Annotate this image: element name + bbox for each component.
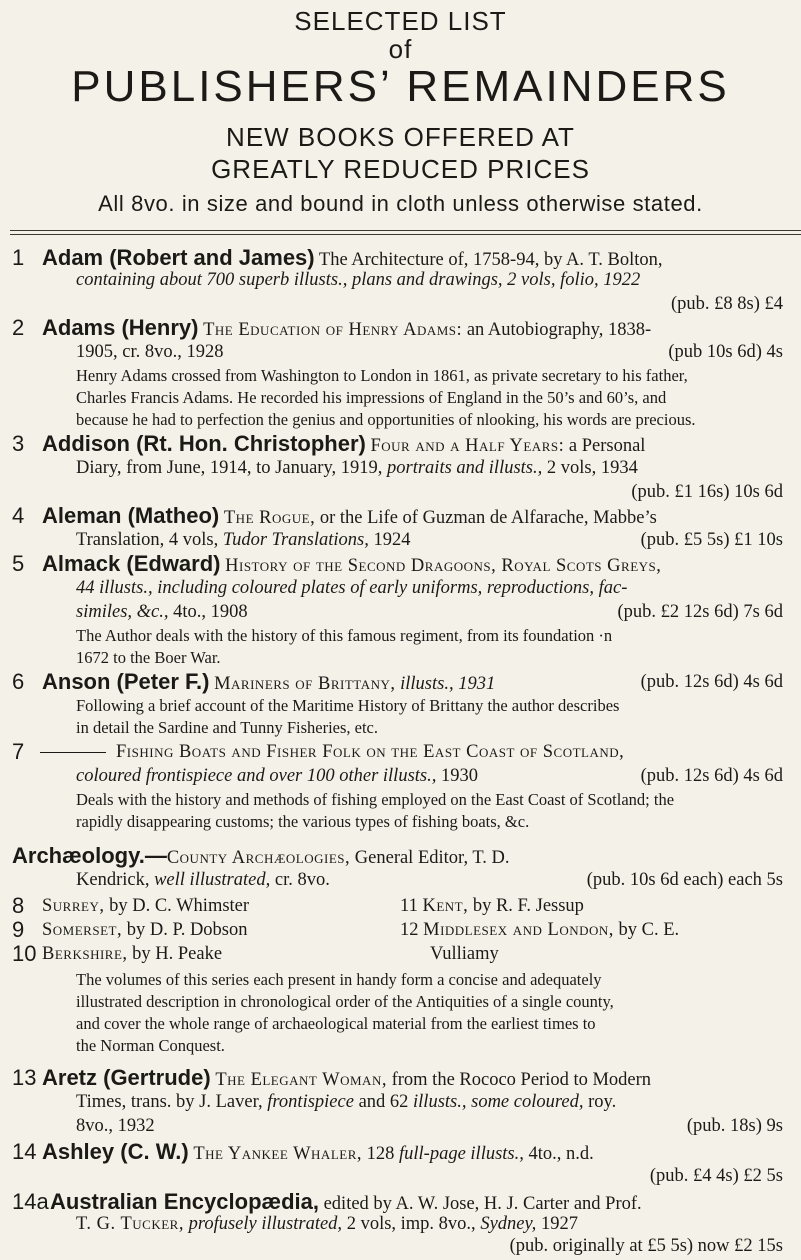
volume-name: Surrey, — [42, 896, 105, 916]
entry-number: 1 — [12, 245, 25, 270]
entry-number: 14 — [12, 1139, 37, 1164]
entry-title: The Rogue, — [223, 508, 316, 528]
archaeology-section — [0, 844, 801, 868]
entry-13 — [0, 1066, 801, 1090]
entry-details: edited by A. W. Jose, H. J. Carter and Prof. — [323, 1194, 642, 1214]
entry-details: Tudor Translations, — [222, 530, 369, 550]
entry-price: (pub. £1 16s) 10s 6d — [631, 482, 783, 502]
entry-description: Following a brief account of the Maritime History of Brittany the author describes — [76, 696, 620, 715]
entry-author: Anson (Peter F.) — [42, 669, 210, 694]
series-details: Kendrick, — [76, 870, 150, 890]
entry-author: Australian Encyclopædia, — [50, 1189, 319, 1214]
entry-details: 4to., 1908 — [173, 602, 248, 622]
entry-number: 8 — [12, 893, 25, 918]
entry-title: Mariners of Brittany, — [214, 674, 396, 694]
entry-author: Adam (Robert and James) — [42, 245, 315, 270]
series-details: well illustrated, — [154, 870, 271, 890]
entry-14 — [0, 1140, 801, 1164]
entry-number: 5 — [12, 551, 25, 576]
entry-number: 10 — [12, 941, 37, 966]
section-heading: Archæology.— — [12, 843, 167, 868]
entry-details: 44 illusts., including coloured plates of early uniforms, reproductions, fac- — [76, 578, 628, 598]
entry-2 — [0, 316, 801, 340]
entry-number: 6 — [12, 669, 25, 694]
entry-details: 1927 — [540, 1214, 578, 1234]
entry-details: Sydney, — [480, 1214, 537, 1234]
entry-number: 2 — [12, 315, 25, 340]
entry-details: portraits and illusts., — [387, 458, 543, 478]
volume-author: by D. C. Whimster — [109, 896, 250, 916]
entry-price: (pub. 12s 6d) 4s 6d — [640, 766, 783, 786]
entry-details: T. G. Tucker, — [76, 1214, 184, 1234]
entry-details: a Personal — [568, 436, 646, 456]
entry-details: 2 vols, imp. 8vo., — [346, 1214, 476, 1234]
volume-author: by D. P. Dobson — [126, 920, 248, 940]
entry-details: from the Rococo Period to Modern — [391, 1070, 652, 1090]
header-size-note: All 8vo. in size and bound in cloth unless otherwise stated. — [98, 191, 703, 216]
entry-author: Almack (Edward) — [42, 551, 221, 576]
entry-price: (pub. 12s 6d) 4s 6d — [640, 672, 783, 692]
entry-author: Aretz (Gertrude) — [42, 1065, 211, 1090]
entry-number: 13 — [12, 1065, 37, 1090]
entry-details: or the Life of Guzman de Alfarache, Mabbe’s — [319, 508, 657, 528]
series-price: (pub. 10s 6d each) each 5s — [586, 870, 783, 890]
series-description: the Norman Conquest. — [76, 1036, 225, 1055]
entry-details: 4to., n.d. — [528, 1144, 594, 1164]
entry-price: (pub 10s 6d) 4s — [668, 342, 783, 362]
entry-details: containing about 700 superb illusts., plans and drawings, 2 vols, folio, 1922 — [76, 270, 641, 290]
entry-description: Charles Francis Adams. He recorded his impressions of England in the 50’s and 60’s, and — [76, 388, 667, 407]
entry-details: Translation, 4 vols, — [76, 530, 219, 550]
header-of: of — [388, 34, 413, 64]
entry-1 — [0, 246, 801, 270]
entry-number: 4 — [12, 503, 25, 528]
entry-author: Aleman (Matheo) — [42, 503, 220, 528]
entry-price: (pub. originally at £5 5s) now £2 15s — [509, 1236, 783, 1256]
entry-description: Deals with the history and methods of fishing employed on the East Coast of Scotland; the — [76, 790, 675, 809]
entry-3 — [0, 432, 801, 456]
entry-details: 8vo., 1932 — [76, 1116, 155, 1136]
entry-author: Adams (Henry) — [42, 315, 199, 340]
entry-description: 1672 to the Boer War. — [76, 648, 221, 667]
entry-7 — [0, 740, 801, 764]
entry-details: profusely illustrated, — [188, 1214, 343, 1234]
entry-number: 3 — [12, 431, 25, 456]
series-description: illustrated description in chronological order of the Antiquities of a single county, — [76, 992, 614, 1011]
entry-4 — [0, 504, 801, 528]
series-title: County Archæologies, — [166, 848, 351, 868]
entry-details: frontispiece — [267, 1092, 354, 1112]
entry-details: Times, trans. by J. Laver, — [76, 1092, 263, 1112]
entry-description: because he had to perfection the genius and opportunities of nlooking, his words are precious. — [76, 410, 696, 429]
entry-price: (pub. 18s) 9s — [686, 1116, 783, 1136]
entry-price: (pub. £5 5s) £1 10s — [640, 530, 783, 550]
entry-price: (pub. £2 12s 6d) 7s 6d — [617, 602, 783, 622]
entry-details: some coloured, — [471, 1092, 584, 1112]
entry-title: The Yankee Whaler, — [193, 1144, 362, 1164]
entry-description: rapidly disappearing customs; the various types of fishing boats, &c. — [76, 812, 530, 831]
series-description: and cover the whole range of archaeological material from the earliest times to — [76, 1014, 596, 1033]
entry-details: illusts., — [413, 1092, 467, 1112]
header-new-books: NEW BOOKS OFFERED AT — [226, 122, 575, 152]
entry-price: (pub. £4 4s) £2 5s — [649, 1166, 783, 1186]
volume-name: Kent, — [422, 896, 469, 916]
entry-title: The Architecture of, — [318, 250, 469, 270]
entry-details: roy. — [588, 1092, 617, 1112]
volume-author: Vulliamy — [430, 944, 499, 964]
entry-author: Ashley (C. W.) — [42, 1139, 189, 1164]
entry-description: The Author deals with the history of this famous regiment, from its foundation ·n — [76, 626, 613, 645]
entry-details: 1905, cr. 8vo., 1928 — [76, 342, 224, 362]
entry-number: 12 — [400, 920, 419, 940]
divider-rule — [10, 230, 801, 231]
entry-number: 11 — [400, 896, 418, 916]
entry-details: 1758-94, by A. T. Bolton, — [473, 250, 663, 270]
series-details: cr. 8vo. — [274, 870, 330, 890]
entry-details: full-page illusts., — [399, 1144, 524, 1164]
header-reduced-prices: GREATLY REDUCED PRICES — [211, 154, 590, 184]
divider-rule-2 — [10, 234, 801, 235]
entry-description: Henry Adams crossed from Washington to London in 1861, as private secretary to his father, — [76, 366, 688, 385]
entry-details: coloured frontispiece and over 100 other illusts., — [76, 766, 437, 786]
entry-details: 1930 — [441, 766, 478, 786]
entry-title: The Education of Henry Adams: — [203, 320, 463, 340]
header-publishers-remainders: PUBLISHERS’ REMAINDERS — [71, 62, 730, 111]
ditto-dash — [40, 752, 106, 753]
volume-name: Middlesex and London, — [423, 920, 614, 940]
volume-author: by R. F. Jessup — [472, 896, 584, 916]
entry-details: illusts., 1931 — [400, 674, 496, 694]
entry-details: and 62 — [358, 1092, 409, 1112]
entry-14a — [0, 1190, 801, 1214]
entry-author: Addison (Rt. Hon. Christopher) — [42, 431, 366, 456]
entry-title: Fishing Boats and Fisher Folk on the East Coast of Scotland, — [116, 742, 625, 762]
entry-number: 14a — [12, 1189, 49, 1214]
entry-title: The Elegant Woman, — [215, 1070, 387, 1090]
entry-details: Diary, from June, 1914, to January, 1919, — [76, 458, 383, 478]
entry-6 — [0, 670, 801, 694]
volume-author: by H. Peake — [132, 944, 223, 964]
entry-details: an Autobiography, 1838- — [466, 320, 652, 340]
series-description: The volumes of this series each present in handy form a concise and adequately — [76, 970, 602, 989]
header-selected-list: SELECTED LIST — [294, 6, 507, 36]
entry-description: in detail the Sardine and Tunny Fisheries, etc. — [76, 718, 379, 737]
volume-name: Somerset, — [42, 920, 123, 940]
entry-number: 9 — [12, 917, 25, 942]
entry-details: 2 vols, 1934 — [546, 458, 638, 478]
volume-author: by C. E. — [618, 920, 680, 940]
entry-title: Four and a Half Years: — [370, 436, 565, 456]
entry-details: similes, &c., — [76, 602, 169, 622]
volume-name: Berkshire, — [42, 944, 128, 964]
entry-details: 1924 — [373, 530, 411, 550]
entry-number: 7 — [12, 739, 25, 764]
entry-5 — [0, 552, 801, 576]
entry-title: History of the Second Dragoons, Royal Scots Greys, — [225, 556, 662, 576]
series-details: General Editor, T. D. — [354, 848, 510, 868]
entry-details: 128 — [366, 1144, 395, 1164]
entry-price: (pub. £8 8s) £4 — [670, 294, 783, 314]
